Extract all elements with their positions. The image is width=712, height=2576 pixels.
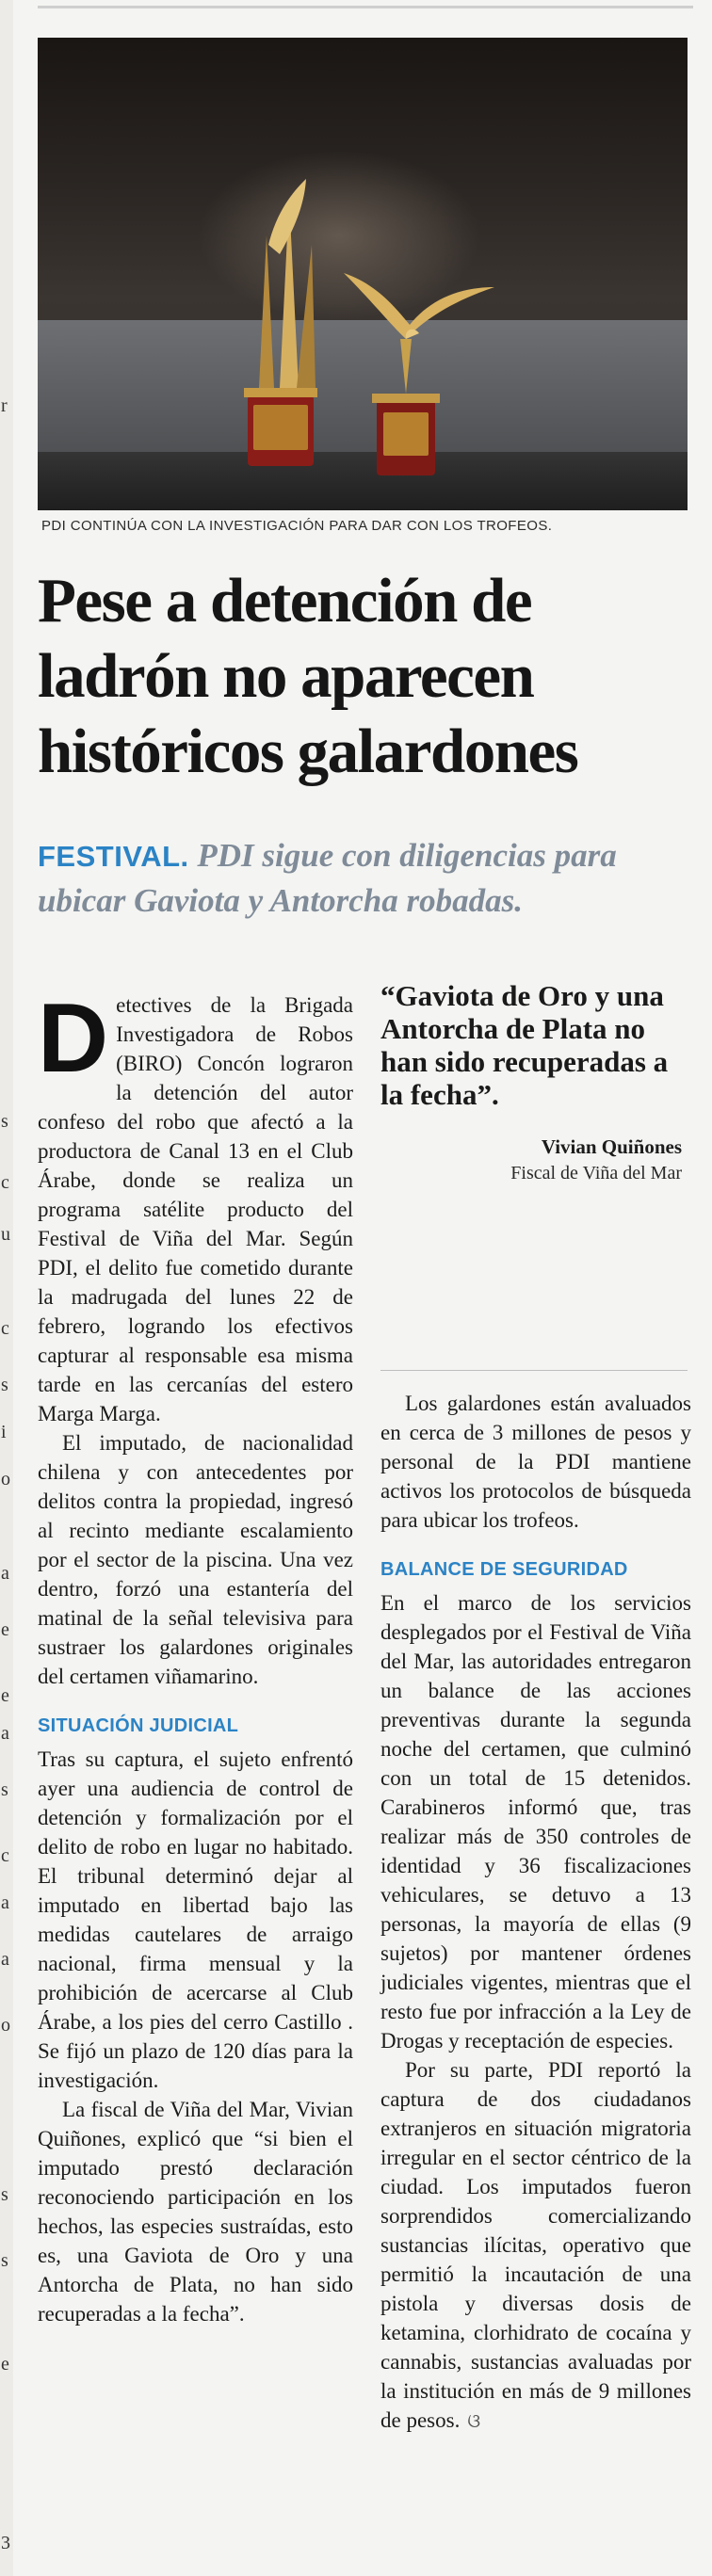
article-column-right xyxy=(380,1389,691,2437)
adjacent-page-letter: i xyxy=(1,1422,7,1442)
headline: Pese a detención de ladrón no aparecen históricos galardones xyxy=(38,566,578,786)
adjacent-page-letter: u xyxy=(1,1224,10,1245)
adjacent-page-letter: c xyxy=(1,1845,9,1866)
pull-quote-text: “Gaviota de Oro y una Antorcha de Plata no han sido recuperadas a la fecha”. xyxy=(380,979,669,1111)
photo-caption: PDI CONTINÚA CON LA INVESTIGACIÓN PARA DAR CON LOS TROFEOS. xyxy=(41,518,553,534)
adjacent-page-letter: a xyxy=(1,1563,9,1584)
article-column-left xyxy=(38,984,353,2328)
trophies-photo xyxy=(38,38,688,510)
article-paragraph xyxy=(38,984,353,1428)
adjacent-page-letter: s xyxy=(1,1375,8,1395)
section-tag: FESTIVAL. xyxy=(38,840,189,873)
adjacent-page-letter: e xyxy=(1,1619,9,1640)
adjacent-page-letter: 3 xyxy=(1,2533,10,2553)
drop-cap: D xyxy=(38,984,109,1093)
adjacent-page-letter: a xyxy=(1,1723,9,1744)
adjacent-page-letter: s xyxy=(1,2184,8,2205)
adjacent-page-letter: a xyxy=(1,1892,9,1913)
article-paragraph: En el marco de los servicios desplegados por el Festival de Viña del Mar, las autoridades entregaron un balance de las acciones preventivas durante la segunda noche del certamen, que culminó con un total de 15 detenidos. Carabineros informó que, tras realizar más de 350 controles de identidad y 36 fiscalizaciones vehiculares, se detuvo a 13 personas, la mayoría de ellas (9 sujetos) por mantener órdenes judiciales vigentes, mientras que el resto fue por infracción a la Ley de Drogas y receptación de especies. xyxy=(380,1591,691,2053)
adjacent-page-letter: o xyxy=(1,2015,10,2036)
section-heading-judicial: SITUACIÓN JUDICIAL xyxy=(38,1715,239,1736)
paragraph-text: Por su parte, PDI reportó la captura de dos ciudadanos extranjeros en situación migratoria irregular en el sector céntrico de la ciudad. Los imputados fueron sorprendidos comercializando sustancias ilícitas, operativo que permitió la incautación de una pistola y diversas dosis de ketamina, clorhidrato de cocaína y cannabis, sustancias avaluadas por la institución en más de 9 millones de pesos. xyxy=(380,2058,691,2432)
adjacent-page-letter: e xyxy=(1,1685,9,1706)
end-mark-icon: ଓ xyxy=(467,2411,481,2432)
adjacent-page-edge xyxy=(0,0,13,2576)
subhead-text: PDI sigue con diligencias para ubicar Gaviota y Antorcha robadas. xyxy=(38,837,617,919)
pull-quote xyxy=(380,979,688,1184)
article-paragraph: La fiscal de Viña del Mar, Vivian Quiñones, explicó que “si bien el imputado prestó declaración reconociendo participación en los hechos, las especies sustraídas, esto es, una Gaviota de Oro y una Antorcha de Plata, no han sido recuperadas a la fecha”. xyxy=(38,2098,353,2326)
adjacent-page-letter: r xyxy=(1,395,8,416)
adjacent-page-letter: o xyxy=(1,1469,10,1489)
gaviota-trophy-illustration xyxy=(334,235,504,480)
adjacent-page-letter: s xyxy=(1,1111,8,1132)
adjacent-page-letter: s xyxy=(1,2250,8,2271)
adjacent-page-letter: s xyxy=(1,1779,8,1800)
paragraph-text: etectives de la Brigada Investigadora de Robos (BIRO) Concón lograron la detención del autor confeso del robo que afectó a la productora de Canal 13 en el Club Árabe, donde se realiza un programa satélite producto del Festival de Viña del Mar. Según PDI, el delito fue cometido durante la madrugada del lunes 22 de febrero, logrando los efectivos capturar al responsable esa misma tarde en las cercanías del estero Marga Marga. xyxy=(38,993,353,1425)
adjacent-page-letter: e xyxy=(1,2354,9,2375)
top-rule xyxy=(38,6,693,8)
article-paragraph xyxy=(380,2055,691,2437)
article-paragraph: Los galardones están avaluados en cerca de 3 millones de pesos y personal de la PDI mantiene activos los protocolos de búsqueda para ubicar los trofeos. xyxy=(380,1392,691,1532)
subhead xyxy=(38,833,688,923)
article-paragraph: Tras su captura, el sujeto enfrentó ayer una audiencia de control de detención y formalización por el delito de robo en lugar no habitado. El tribunal determinó dejar al imputado en libertad bajo las medidas cautelares de arraigo nacional, firma mensual y la prohibición de acercarse al Club Árabe, a los pies del cerro Castillo . Se fijó un plazo de 120 días para la investigación. xyxy=(38,1747,353,2092)
adjacent-page-letter: c xyxy=(1,1318,9,1339)
adjacent-page-letter: a xyxy=(1,1949,9,1970)
pull-quote-divider xyxy=(380,1370,688,1371)
section-heading-security: BALANCE DE SEGURIDAD xyxy=(380,1559,628,1580)
pull-quote-author: Vivian Quiñones xyxy=(541,1135,682,1158)
pull-quote-role: Fiscal de Viña del Mar xyxy=(510,1163,682,1183)
antorcha-trophy-illustration xyxy=(231,179,334,471)
article-paragraph: El imputado, de nacionalidad chilena y con antecedentes por delitos contra la propiedad, ingresó al recinto mediante escalamiento por el sector de la piscina. Una vez dentro, forzó una estantería del matinal de la señal televisiva para sustraer los galardones originales del certamen viñamarino. xyxy=(38,1431,353,1688)
adjacent-page-letter: c xyxy=(1,1172,9,1193)
